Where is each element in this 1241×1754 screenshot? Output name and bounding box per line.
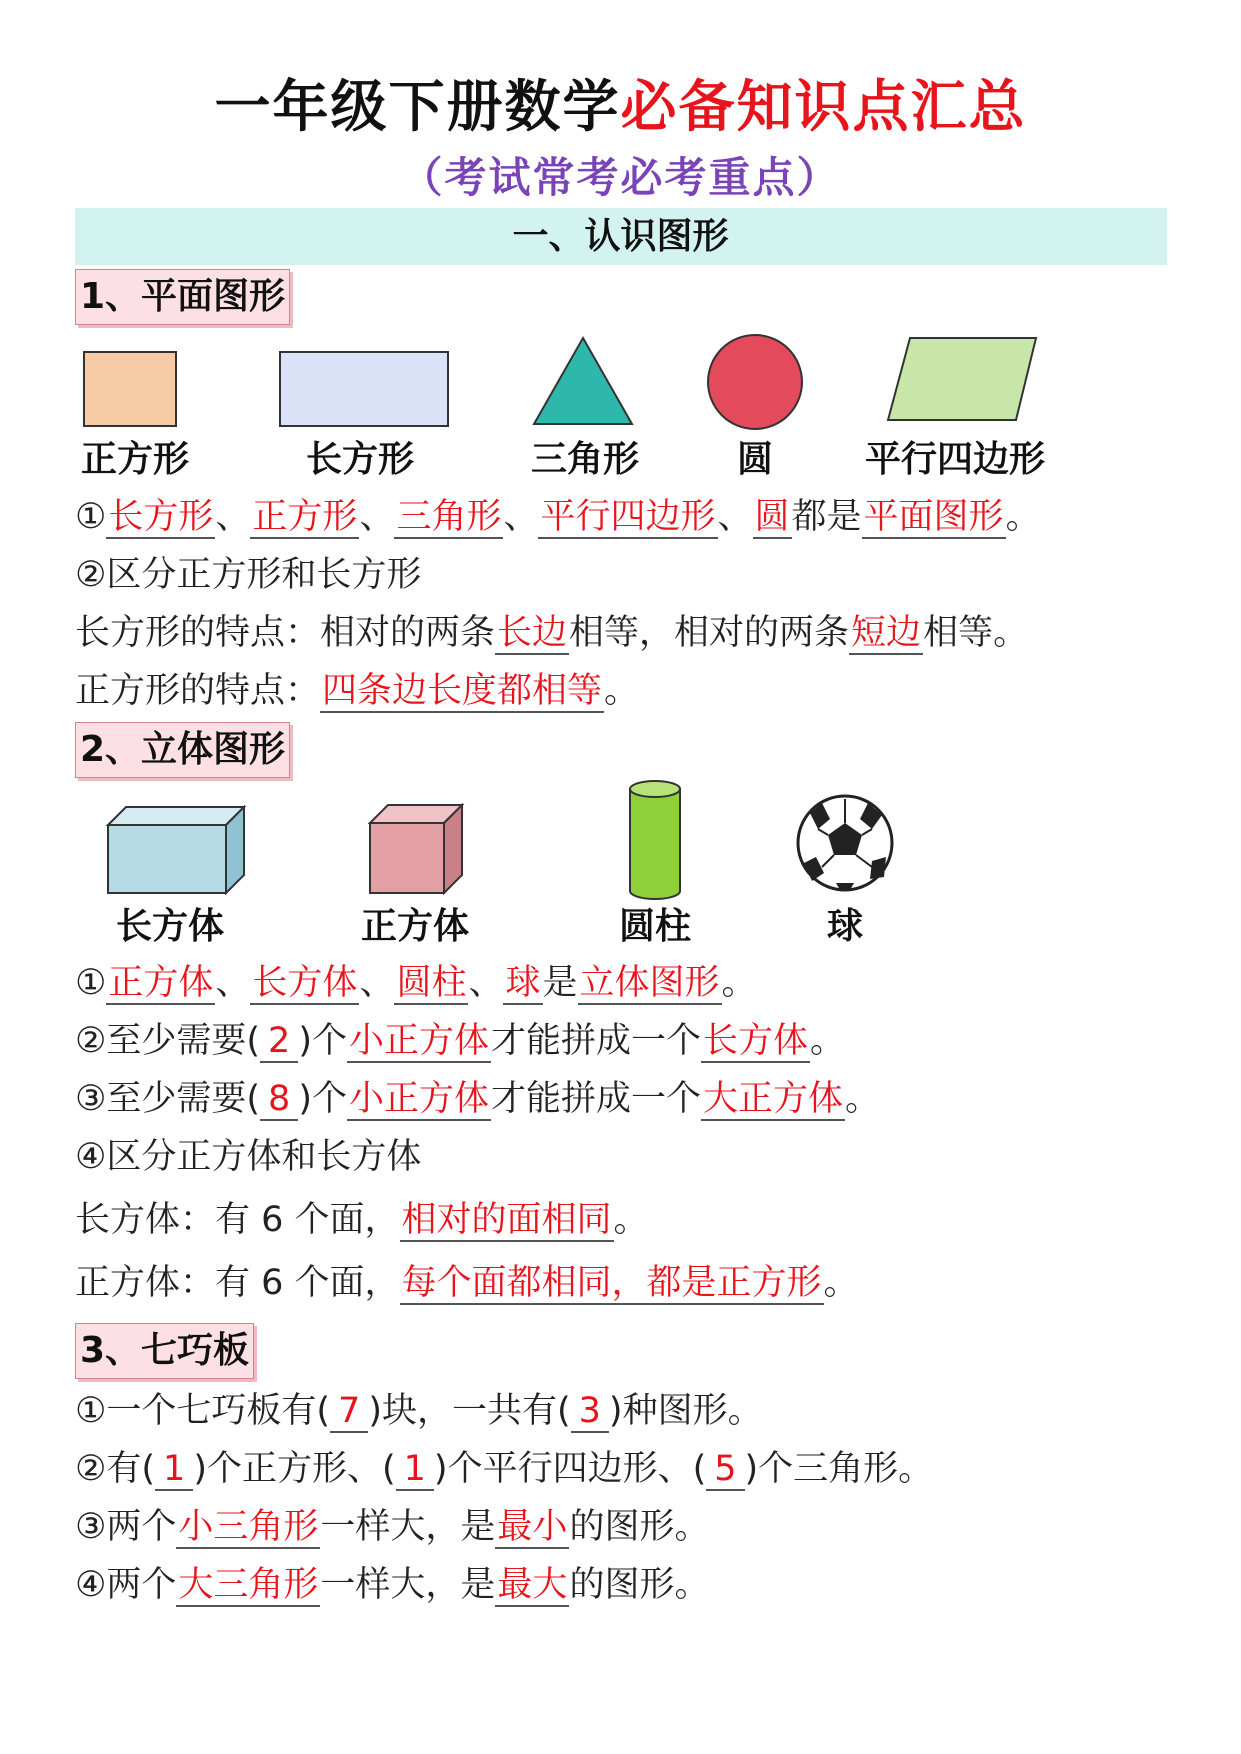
s1-line-3: 长方形的特点：相对的两条长边相等，相对的两条短边相等。	[75, 613, 1029, 653]
s2-line-1: ①正方体、长方体、圆柱、球是立体图形。	[75, 963, 757, 1003]
s2-line-3: ③至少需要( 8 )个小正方体才能拼成一个大正方体。	[75, 1079, 881, 1119]
s2-line-4: ④区分正方体和长方体	[75, 1137, 422, 1177]
band-title-text: 一、认识图形	[506, 216, 734, 257]
label-circle: 圆	[736, 439, 773, 480]
s1-line-1: ①长方形、正方形、三角形、平行四边形、圆都是平面图形。	[75, 497, 1041, 537]
label-rectangle: 长方形	[305, 439, 414, 480]
section-heading-tangram: 3、七巧板	[75, 1323, 254, 1379]
rectangle-shape	[280, 352, 448, 426]
s3-line-1: ①一个七巧板有( 7 )块，一共有( 3 )种图形。	[75, 1391, 763, 1431]
band-title	[0, 212, 1241, 262]
triangle-shape	[534, 338, 632, 424]
s1-line-4: 正方形的特点：四条边长度都相等。	[75, 671, 640, 711]
circle-shape	[708, 335, 802, 429]
s2-line-6: 正方体：有 6 个面，每个面都相同，都是正方形。	[75, 1263, 859, 1303]
label-cylinder: 圆柱	[618, 906, 691, 947]
section-heading-solids: 2、立体图形	[75, 722, 290, 778]
s3-line-2: ②有( 1 )个正方形、( 1 )个平行四边形、( 5 )个三角形。	[75, 1449, 934, 1489]
ball-shape	[798, 796, 892, 890]
page-title	[0, 72, 1241, 144]
s3-line-4: ④两个大三角形一样大，是最大的图形。	[75, 1565, 710, 1605]
section-heading-plane-shapes: 1、平面图形	[75, 269, 290, 325]
title-black-part: 一年级下册数学	[214, 75, 621, 140]
cuboid-shape	[108, 807, 244, 893]
page-subtitle: （考试常考必考重点）	[400, 153, 841, 202]
parallelogram-shape	[888, 338, 1036, 420]
label-parallelogram: 平行四边形	[864, 439, 1045, 480]
s2-line-5: 长方体：有 6 个面，相对的面相同。	[75, 1200, 649, 1240]
s2-line-2: ②至少需要( 2 )个小正方体才能拼成一个长方体。	[75, 1021, 846, 1061]
label-ball: 球	[826, 906, 863, 947]
label-square: 正方形	[80, 439, 189, 480]
label-cube: 正方体	[360, 906, 469, 947]
s1-line-2: ②区分正方形和长方形	[75, 555, 422, 595]
cube-shape	[370, 805, 462, 893]
solids-row	[0, 775, 1241, 905]
title-red-part: 必备知识点汇总	[620, 75, 1027, 140]
shapes-row	[0, 330, 1241, 450]
s3-line-3: ③两个小三角形一样大，是最小的图形。	[75, 1507, 710, 1547]
square-shape	[84, 352, 176, 426]
label-cuboid: 长方体	[115, 906, 224, 947]
label-triangle: 三角形	[530, 439, 639, 480]
cylinder-shape	[630, 781, 680, 899]
